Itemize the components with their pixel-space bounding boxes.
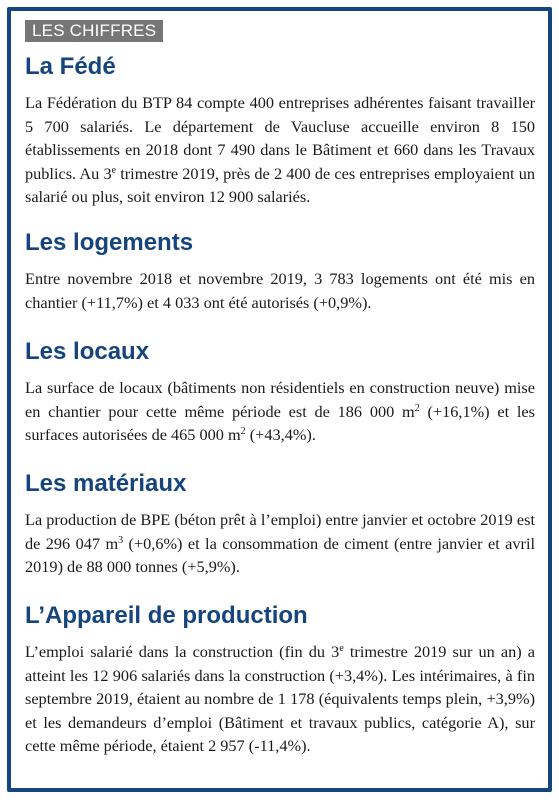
section-title: La Fédé [25,53,116,80]
section-logements [25,229,535,314]
section-appareil-production [25,602,535,758]
section-body: La surface de locaux (bâtiments non résidentiels en construction neuve) mise en chantier pour cette même période est de 186 000 $m^2$ (+16,1%) et les surfaces autorisées de 465 000 $m^2$ (+43,4%). [25,378,535,444]
section-materiaux [25,470,535,579]
section-title: Les logements [25,229,194,256]
section-body: La production de BPE (béton prêt à l’emploi) entre janvier et octobre 2019 est de 296 047 $m^3$ (+0,6%) et la consommation de ciment (entre janvier et avril 2019) de 88 000 tonnes (+5,9%). [25,510,535,576]
section-body: L’emploi salarié dans la construction (fin du 3e trimestre 2019 sur un an) a atteint les 12 906 salariés dans la construction (+3,4%). Les intérimaires, à fin septembre 2019, étaient au nombre de 1 178 (équivalents temps plein, +3,9%) et les demandeurs d’emploi (Bâtiment et travaux publics, catégorie A), sur cette même période, étaient 2 957 (-11,4%). [25,642,536,755]
section-title: Les matériaux [25,470,187,497]
section-tag: LES CHIFFRES [25,20,163,42]
section-locaux [25,338,535,447]
section-title: Les locaux [25,338,150,365]
section-body: Entre novembre 2018 et novembre 2019, 3 783 logements ont été mis en chantier (+11,7%) et 4 033 ont été autorisés (+0,9%). [25,269,535,312]
section-title: L’Appareil de production [25,602,308,629]
section-federation [25,53,535,209]
section-body: La Fédération du BTP 84 compte 400 entreprises adhérentes faisant travailler 5 700 salariés. Le département de Vaucluse accueille environ 8 150 établissements en 2018 dont 7 490 dans le Bâtiment et 660 dans les Travaux publics. Au 3e trimestre 2019, près de 2 400 de ces entreprises employaient un salarié ou plus, soit environ 12 900 salariés. [25,93,536,206]
